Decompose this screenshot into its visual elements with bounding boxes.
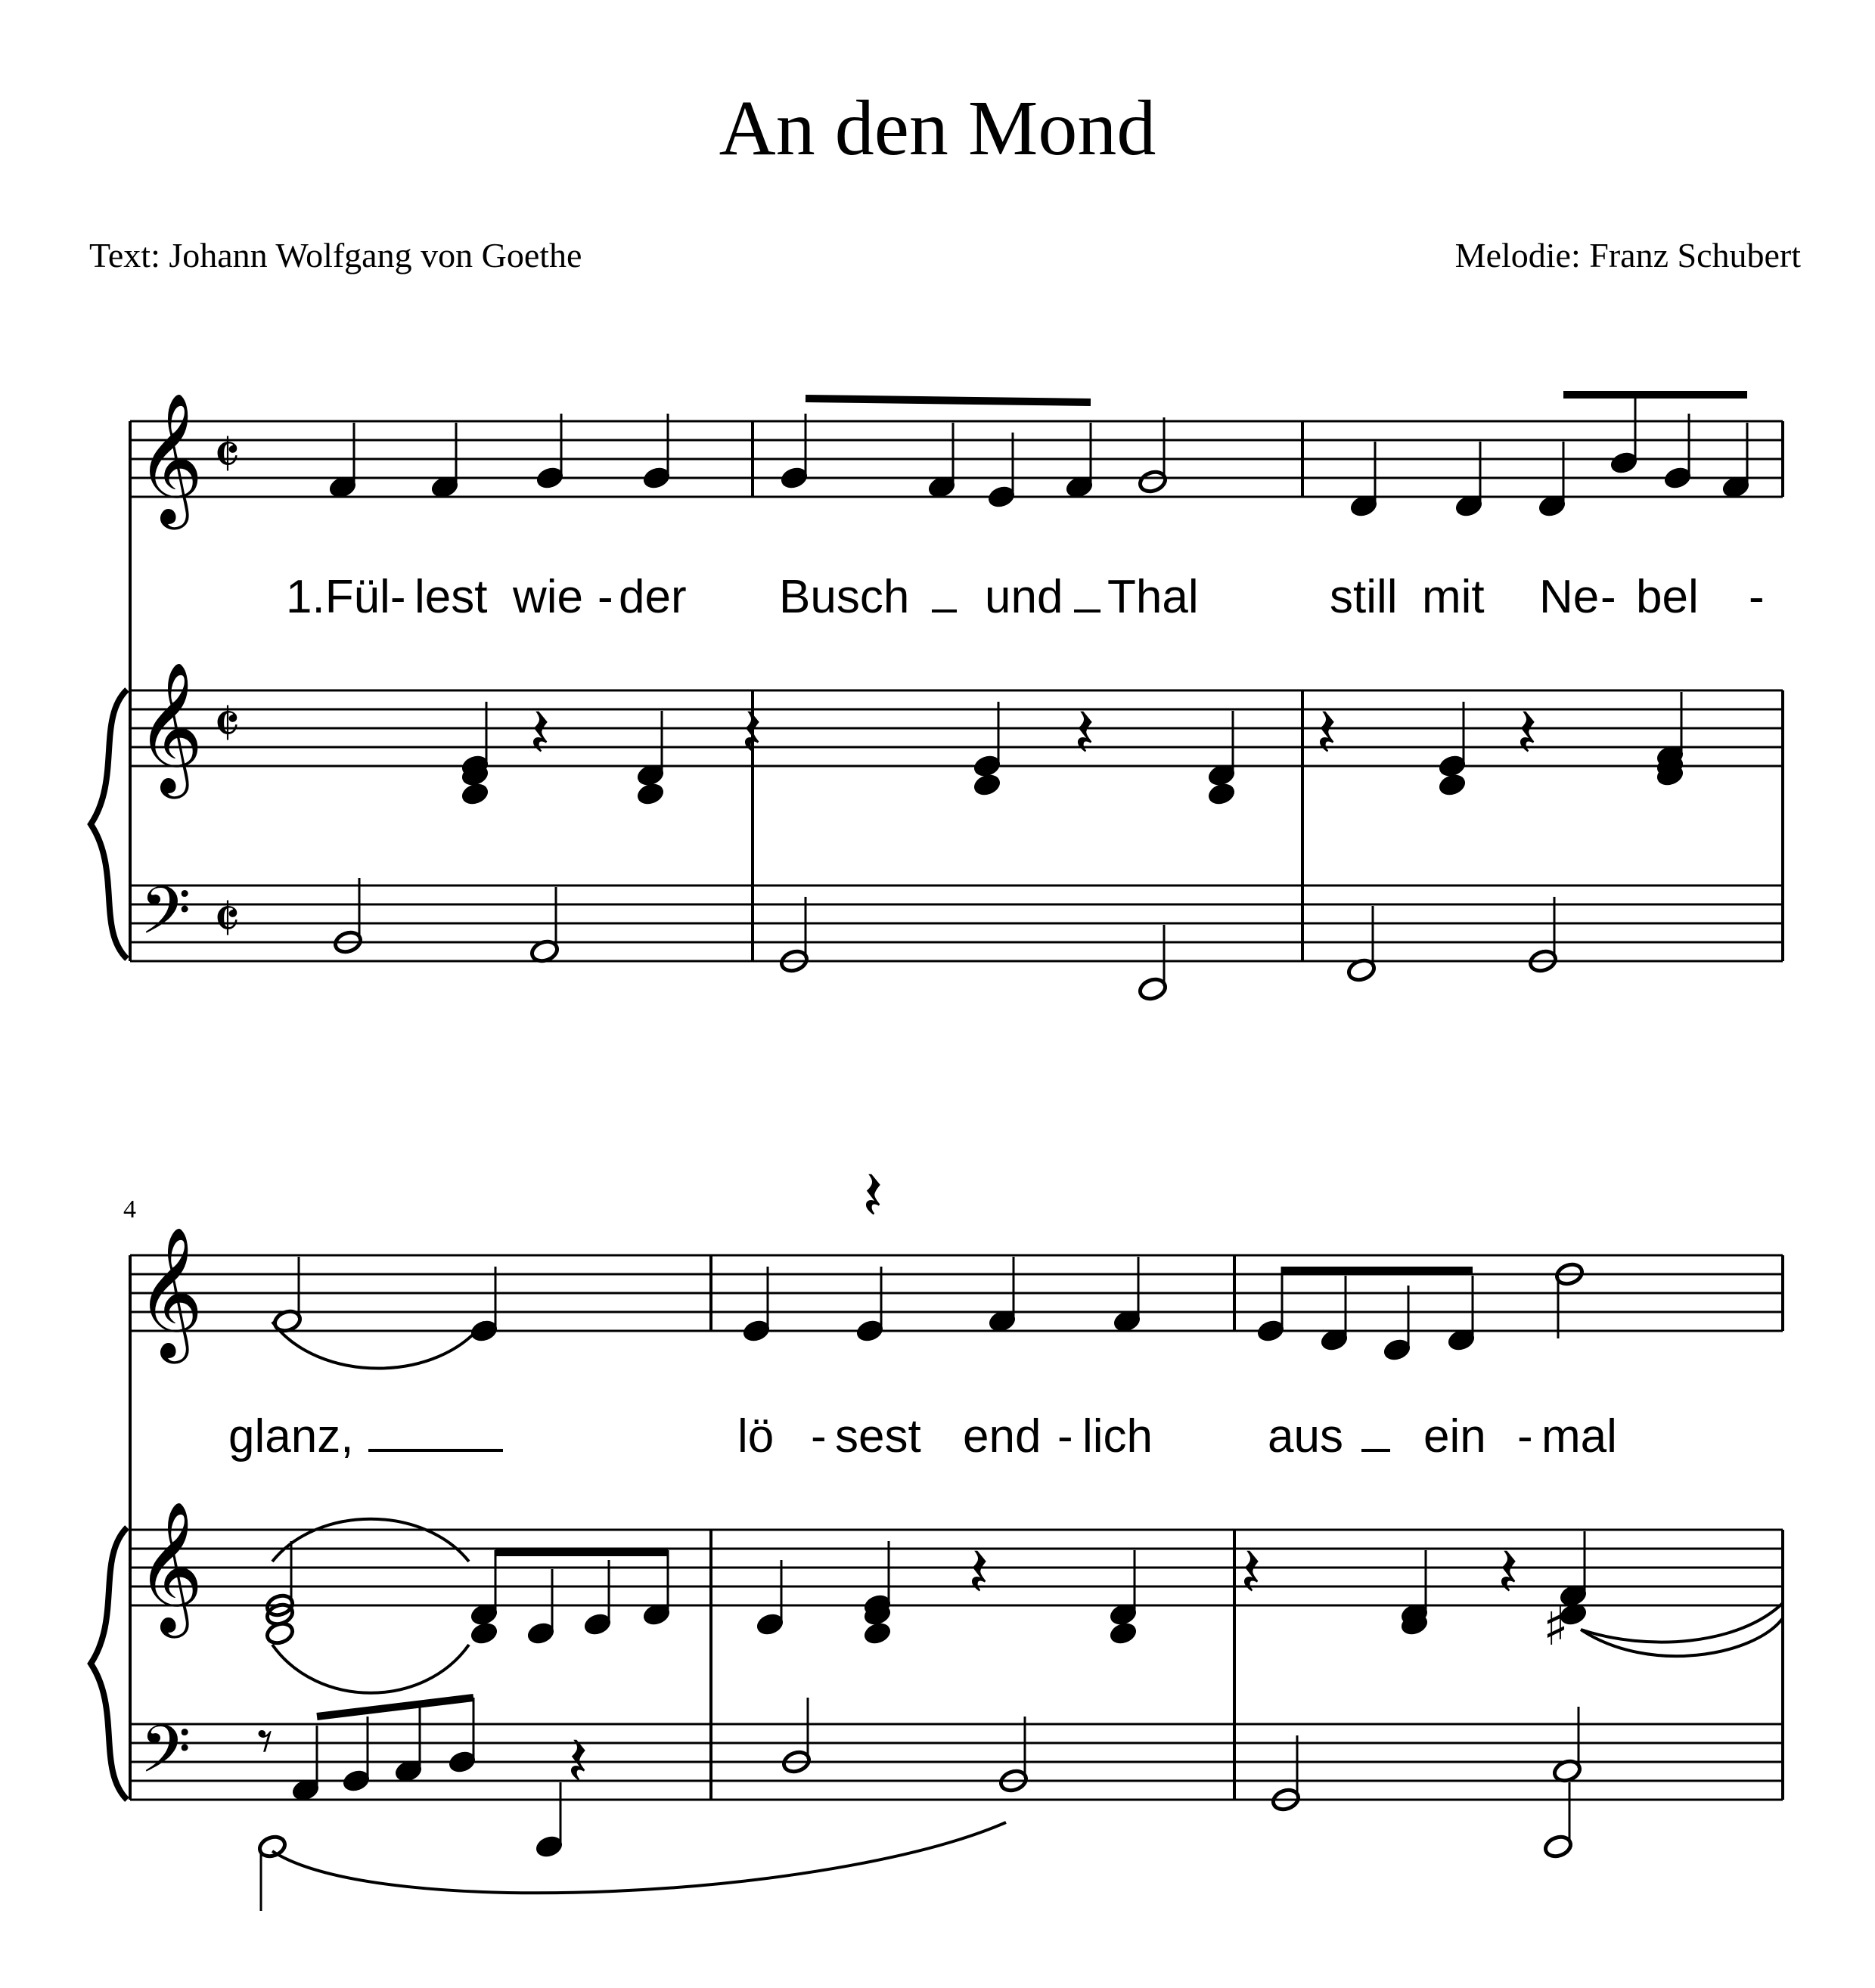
bass-clef-icon: 𝄢 [140,1711,191,1803]
note-head [972,772,1002,798]
bass-clef-icon: 𝄢 [140,873,191,965]
lyric-syllable: lö [737,1410,775,1462]
lyric-syllable: mal [1541,1410,1617,1462]
note-head [1437,772,1467,798]
quarter-rest-icon: 𝄽 [1316,693,1337,773]
note-head [1108,1620,1138,1646]
quarter-rest-icon: 𝄽 [1240,1533,1262,1612]
lyrics-system-2 [228,1410,1617,1462]
note-head [862,1620,892,1646]
treble-clef-icon: 𝄞 [136,662,203,793]
lyricist-credit: Text: Johann Wolfgang von Goethe [89,236,582,274]
lyric-syllable: - [1749,571,1765,623]
treble-clef-icon: 𝄞 [136,1227,203,1358]
lyric-syllable: - [811,1410,827,1462]
lyric-syllable: der [619,571,687,623]
slur [272,1645,469,1693]
clefs [136,392,241,1803]
lyric-syllable: sest [835,1410,921,1462]
lyric-syllable: still [1330,571,1398,623]
note-head [469,1620,499,1646]
page-title: An den Mond [719,85,1156,172]
barlines [130,421,1783,1800]
treble-clef-icon: 𝄞 [136,1501,203,1633]
lyric-syllable: mit [1422,571,1485,623]
lyric-syllable: Ne [1539,571,1600,623]
lyric-syllable: und [985,571,1063,623]
beam [317,1698,473,1717]
lyric-syllable: glanz, [228,1410,354,1462]
lyric-syllable: lest [414,571,488,623]
note-head [635,781,666,807]
lyric-syllable: - [598,571,613,623]
tie [1581,1603,1783,1642]
lyrics-system-1 [286,571,1765,623]
quarter-rest-icon: 𝄽 [862,1156,883,1236]
eighth-rest-icon: 𝄾 [257,1706,274,1776]
quarter-rest-icon: 𝄽 [741,693,762,773]
lyric-syllable: lich [1082,1410,1153,1462]
note-head [460,781,490,807]
cut-time-icon: 𝄵 [213,420,241,490]
quarter-rest-icon: 𝄽 [968,1533,989,1612]
slur [272,1822,1006,1893]
lyric-syllable: Thal [1107,571,1199,623]
cut-time-icon: 𝄵 [213,689,241,759]
lyric-syllable: wie [513,571,584,623]
lyric-syllable: - [1600,571,1616,623]
beam [806,399,1091,402]
lyric-syllable: bel [1636,571,1699,623]
quarter-rest-icon: 𝄽 [567,1722,588,1801]
lyric-syllable: ein [1423,1410,1486,1462]
slur [272,1519,469,1562]
quarter-rest-icon: 𝄽 [1516,693,1538,773]
quarter-rest-icon: 𝄽 [1498,1533,1519,1612]
staff-lines [130,421,1783,1800]
lyric-syllable: aus [1268,1410,1343,1462]
quarter-rest-icon: 𝄽 [529,693,551,773]
note-head [1206,781,1237,807]
composer-credit: Melodie: Franz Schubert [1454,236,1801,274]
slur [272,1322,484,1369]
lyric-syllable: Busch [779,571,910,623]
treble-clef-icon: 𝄞 [136,392,203,524]
piano-brace [91,690,127,959]
lyric-syllable: 1.Fül- [286,571,406,623]
quarter-rest-icon: 𝄽 [1074,693,1095,773]
lyric-syllable: end [963,1410,1041,1462]
cut-time-icon: 𝄵 [213,884,241,954]
sharp-icon: ♯ [1543,1596,1569,1658]
lyric-syllable: - [1057,1410,1073,1462]
lyric-syllable: - [1517,1410,1533,1462]
measure-number: 4 [123,1196,136,1224]
piano-brace [91,1527,127,1800]
rests [257,693,1569,1801]
